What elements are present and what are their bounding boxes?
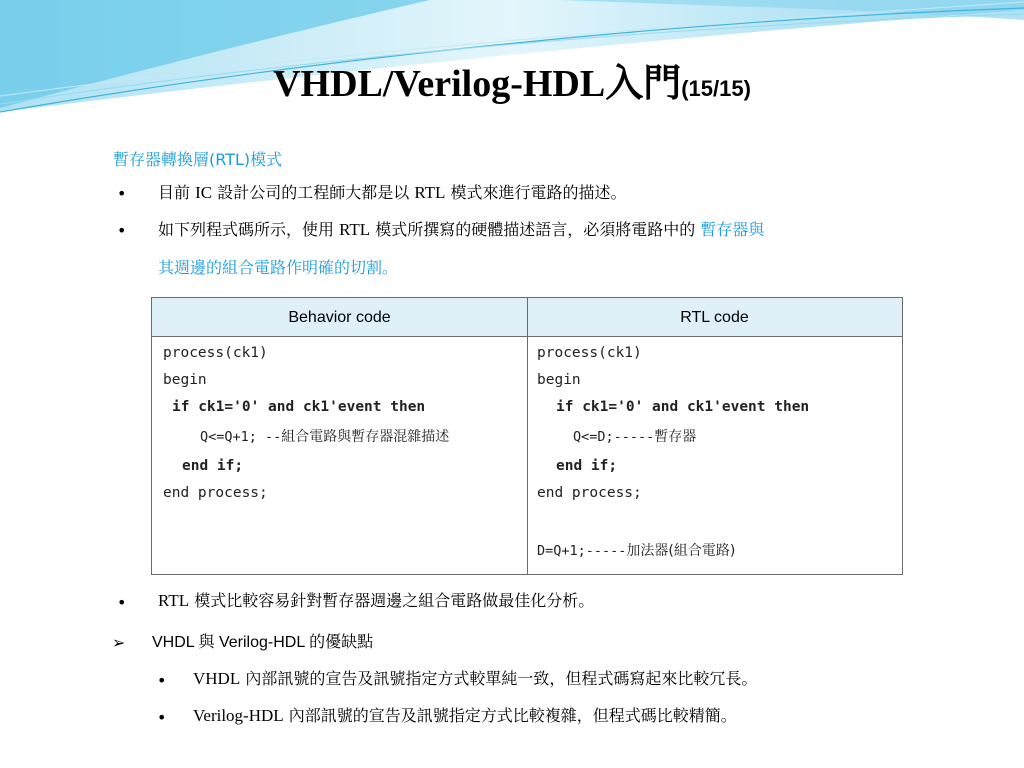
bullet-rtl-separation-cont: 其週邊的組合電路作明確的切割。 (158, 258, 399, 277)
bullet-dot: • (117, 593, 127, 612)
bullet-rtl-usage (158, 183, 627, 203)
text-segment: 內部訊號的宣告及訊號指定方式較單純一致，但程式碼寫起來比較冗長。 (245, 669, 758, 688)
behavior-line: if ck1='0' and ck1'event then (172, 399, 426, 415)
behavior-line: process(ck1) (163, 345, 268, 361)
behavior-line (200, 426, 449, 446)
header-behavior-code: Behavior code (152, 298, 527, 337)
behavior-line: end process; (163, 485, 268, 501)
text-verilog-hdl: Verilog-HDL (193, 706, 284, 725)
text-segment: 內部訊號的宣告及訊號指定方式比較複雜，但程式碼比較精簡。 (288, 706, 737, 725)
rtl-line (573, 426, 696, 446)
bullet-rtl-optimization (158, 591, 594, 611)
text-rtl: RTL (339, 220, 371, 239)
column-divider (527, 298, 528, 574)
bullet-rtl-separation (158, 220, 764, 240)
comparison-verilog (193, 706, 737, 726)
behavior-line: end if; (182, 458, 244, 474)
text-segment: 模式所撰寫的硬體描述語言，必須將電路中的 (375, 220, 696, 239)
behavior-line: begin (163, 372, 207, 388)
text-vhdl: VHDL (193, 669, 241, 688)
text-segment: 設計公司的工程師大都是以 (217, 183, 410, 202)
comparison-heading: VHDL 與 Verilog-HDL 的優缺點 (152, 634, 374, 651)
highlight-text: 暫存器與 (700, 220, 765, 239)
rtl-line: process(ck1) (537, 345, 642, 361)
rtl-line: end process; (537, 485, 642, 501)
text-segment: 模式來進行電路的描述。 (450, 183, 627, 202)
code-text: Q<=D;----- (573, 429, 655, 445)
code-text: D=Q+1;----- (537, 543, 627, 559)
title-page-number: (15/15) (681, 76, 751, 101)
code-comment: 加法器(組合電路) (626, 543, 736, 559)
rtl-line (537, 540, 735, 560)
bullet-dot: • (157, 671, 167, 690)
rtl-line: if ck1='0' and ck1'event then (556, 399, 810, 415)
bullet-dot: • (117, 221, 127, 240)
title-main: VHDL/Verilog-HDL入門 (273, 63, 682, 105)
text-ic: IC (195, 183, 213, 202)
text-segment: 目前 (158, 183, 191, 202)
header-rtl-code: RTL code (527, 298, 902, 337)
slide-title (0, 52, 1024, 107)
text-segment: 如下列程式碼所示，使用 (158, 220, 335, 239)
arrow-bullet-icon: ➢ (112, 633, 126, 652)
text-rtl: RTL (414, 183, 446, 202)
section-heading: 暫存器轉換層(RTL)模式 (113, 150, 283, 169)
code-comment: 暫存器 (654, 429, 697, 445)
text-rtl: RTL (158, 591, 190, 610)
bullet-dot: • (157, 708, 167, 727)
comparison-vhdl (193, 669, 757, 689)
rtl-line: end if; (556, 458, 618, 474)
code-comment: 組合電路與暫存器混雜描述 (281, 429, 450, 445)
bullet-dot: • (117, 184, 127, 203)
rtl-line: begin (537, 372, 581, 388)
text-segment: 模式比較容易針對暫存器週邊之組合電路做最佳化分析。 (194, 591, 595, 610)
code-comparison-table (151, 297, 903, 575)
code-text: Q<=Q+1; -- (200, 429, 282, 445)
